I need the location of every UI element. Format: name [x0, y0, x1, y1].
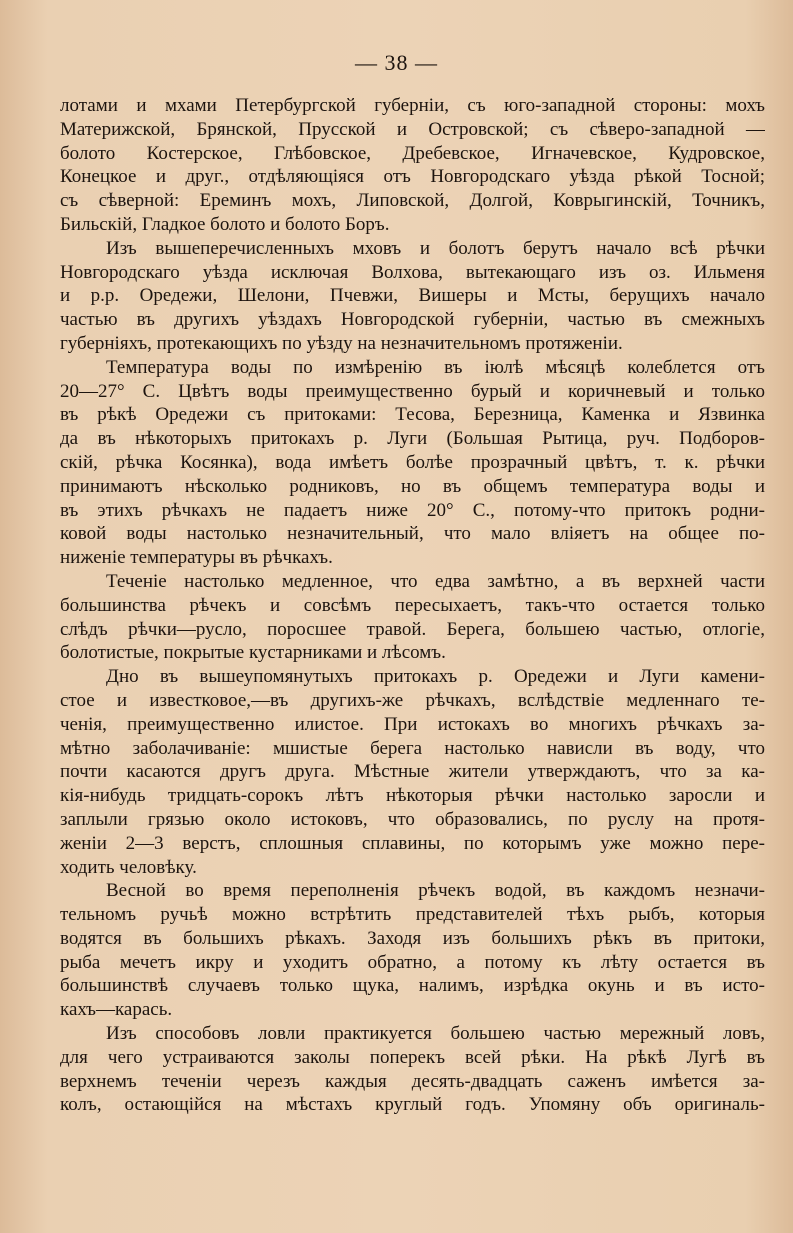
- text-line: болотистые, покрытые кустарниками и лѣсомъ.: [60, 642, 446, 664]
- text-line: мѣтно заболачиванiе: мшистые берега настолько нависли въ воду, что: [60, 737, 765, 759]
- text-line: для чего устраиваются заколы поперекъ всей рѣки. На рѣкѣ Лугѣ въ: [60, 1046, 765, 1068]
- text-line: и р.р. Оредежи, Шелони, Пчевжи, Вишеры и Мсты, берущихъ начало: [60, 285, 765, 307]
- text-line: Материжской, Брянской, Прусской и Островской; съ сѣверо-западной —: [60, 118, 765, 140]
- text-line: ченiя, преимущественно илистое. При истокахъ во многихъ рѣчкахъ за-: [60, 713, 765, 735]
- text-line: губернiяхъ, протекающихъ по уѣзду на незначительномъ протяженiи.: [60, 332, 623, 354]
- text-line: кахъ—карась.: [60, 999, 173, 1021]
- text-line: съ сѣверной: Ереминъ мохъ, Липовской, Долгой, Коврыгинскiй, Точникъ,: [60, 190, 765, 212]
- text-line: лотами и мхами Петербургской губернiи, съ юго-западной стороны: мохъ: [60, 95, 765, 116]
- text-line: Новгородскаго уѣзда исключая Волхова, вытекающаго изъ оз. Ильменя: [60, 261, 765, 283]
- text-line: женiи 2—3 верстъ, сплошныя сплавины, по которымъ уже можно пере-: [60, 832, 765, 854]
- text-line: большинствѣ случаевъ только щука, налимъ, изрѣдка окунь и въ исто-: [60, 975, 765, 997]
- text-line: принимаютъ нѣсколько родниковъ, но въ общемъ температура воды и: [60, 475, 765, 497]
- text-line: въ рѣкѣ Оредежи съ притоками: Тесова, Березница, Каменка и Язвинка: [60, 404, 765, 426]
- text-line: Бильскiй, Гладкое болото и болото Боръ.: [60, 213, 390, 235]
- text-line: ходить человѣку.: [60, 856, 197, 878]
- page-number: — 38 —: [355, 50, 438, 75]
- text-line: водятся въ большихъ рѣкахъ. Заходя изъ большихъ рѣкъ въ притоки,: [60, 927, 765, 949]
- text-line: Теченiе настолько медленное, что едва замѣтно, а въ верхней части: [106, 570, 765, 592]
- text-line: кiя-нибудь тридцать-сорокъ лѣтъ нѣкоторыя рѣчки настолько заросли и: [60, 785, 765, 807]
- text-line: Изъ вышеперечисленныхъ мховъ и болотъ берутъ начало всѣ рѣчки: [106, 237, 765, 259]
- text-line: болото Костерское, Глѣбовское, Дребевское, Игначевское, Кудровское,: [60, 142, 765, 164]
- text-line: Изъ способовъ ловли практикуется большею частью мережный ловъ,: [106, 1023, 765, 1045]
- text-line: въ этихъ рѣчкахъ не падаетъ ниже 20° С., потому-что притокъ родни-: [60, 499, 765, 521]
- text-line: колъ, остающiйся на мѣстахъ круглый годъ. Упомяну объ оригиналь-: [60, 1094, 765, 1116]
- text-line: стое и известковое,—въ другихъ-же рѣчкахъ, вслѣдствiе медленнаго те-: [60, 689, 765, 711]
- body-text: [60, 94, 765, 1117]
- text-line: почти касаются другъ друга. Мѣстные жители утверждаютъ, что за ка-: [60, 761, 765, 783]
- text-line: Весной во время переполненiя рѣчекъ водой, въ каждомъ незначи-: [106, 880, 765, 902]
- text-line: слѣдъ рѣчки—русло, поросшее травой. Берега, большею частью, отлогiе,: [60, 618, 765, 640]
- text-line: скiй, рѣчка Косянка), вода имѣетъ болѣе прозрачный цвѣтъ, т. к. рѣчки: [60, 451, 765, 473]
- text-line: Дно въ вышеупомянутыхъ притокахъ р. Оредежи и Луги камени-: [106, 666, 765, 688]
- text-line: Температура воды по измѣренiю въ iюлѣ мѣсяцѣ колеблется отъ: [106, 356, 765, 378]
- text-line: верхнемъ теченiи черезъ каждыя десять-двадцать саженъ имѣется за-: [60, 1070, 765, 1092]
- text-line: Конецкое и друг., отдѣляющiяся отъ Новгородскаго уѣзда рѣкой Тосной;: [60, 166, 765, 188]
- text-line: да въ нѣкоторыхъ притокахъ р. Луги (Большая Рытица, руч. Подборов-: [60, 428, 765, 450]
- text-line: тельномъ ручьѣ можно встрѣтить представителей тѣхъ рыбъ, которыя: [60, 904, 765, 926]
- text-line: ковой воды настолько незначительный, что мало влiяетъ на общее по-: [60, 523, 765, 545]
- text-line: рыба мечетъ икру и уходитъ обратно, а потому къ лѣту остается въ: [60, 951, 765, 973]
- text-line: частью въ другихъ уѣздахъ Новгородской губернiи, частью въ смежныхъ: [60, 309, 765, 331]
- text-line: заплыли грязью около истоковъ, что образовались, по руслу на протя-: [60, 808, 765, 830]
- text-line: 20—27° С. Цвѣтъ воды преимущественно бурый и коричневый и только: [60, 380, 765, 402]
- text-line: ниженiе температуры въ рѣчкахъ.: [60, 547, 333, 569]
- text-line: большинства рѣчекъ и совсѣмъ пересыхаетъ, такъ-что остается только: [60, 594, 765, 616]
